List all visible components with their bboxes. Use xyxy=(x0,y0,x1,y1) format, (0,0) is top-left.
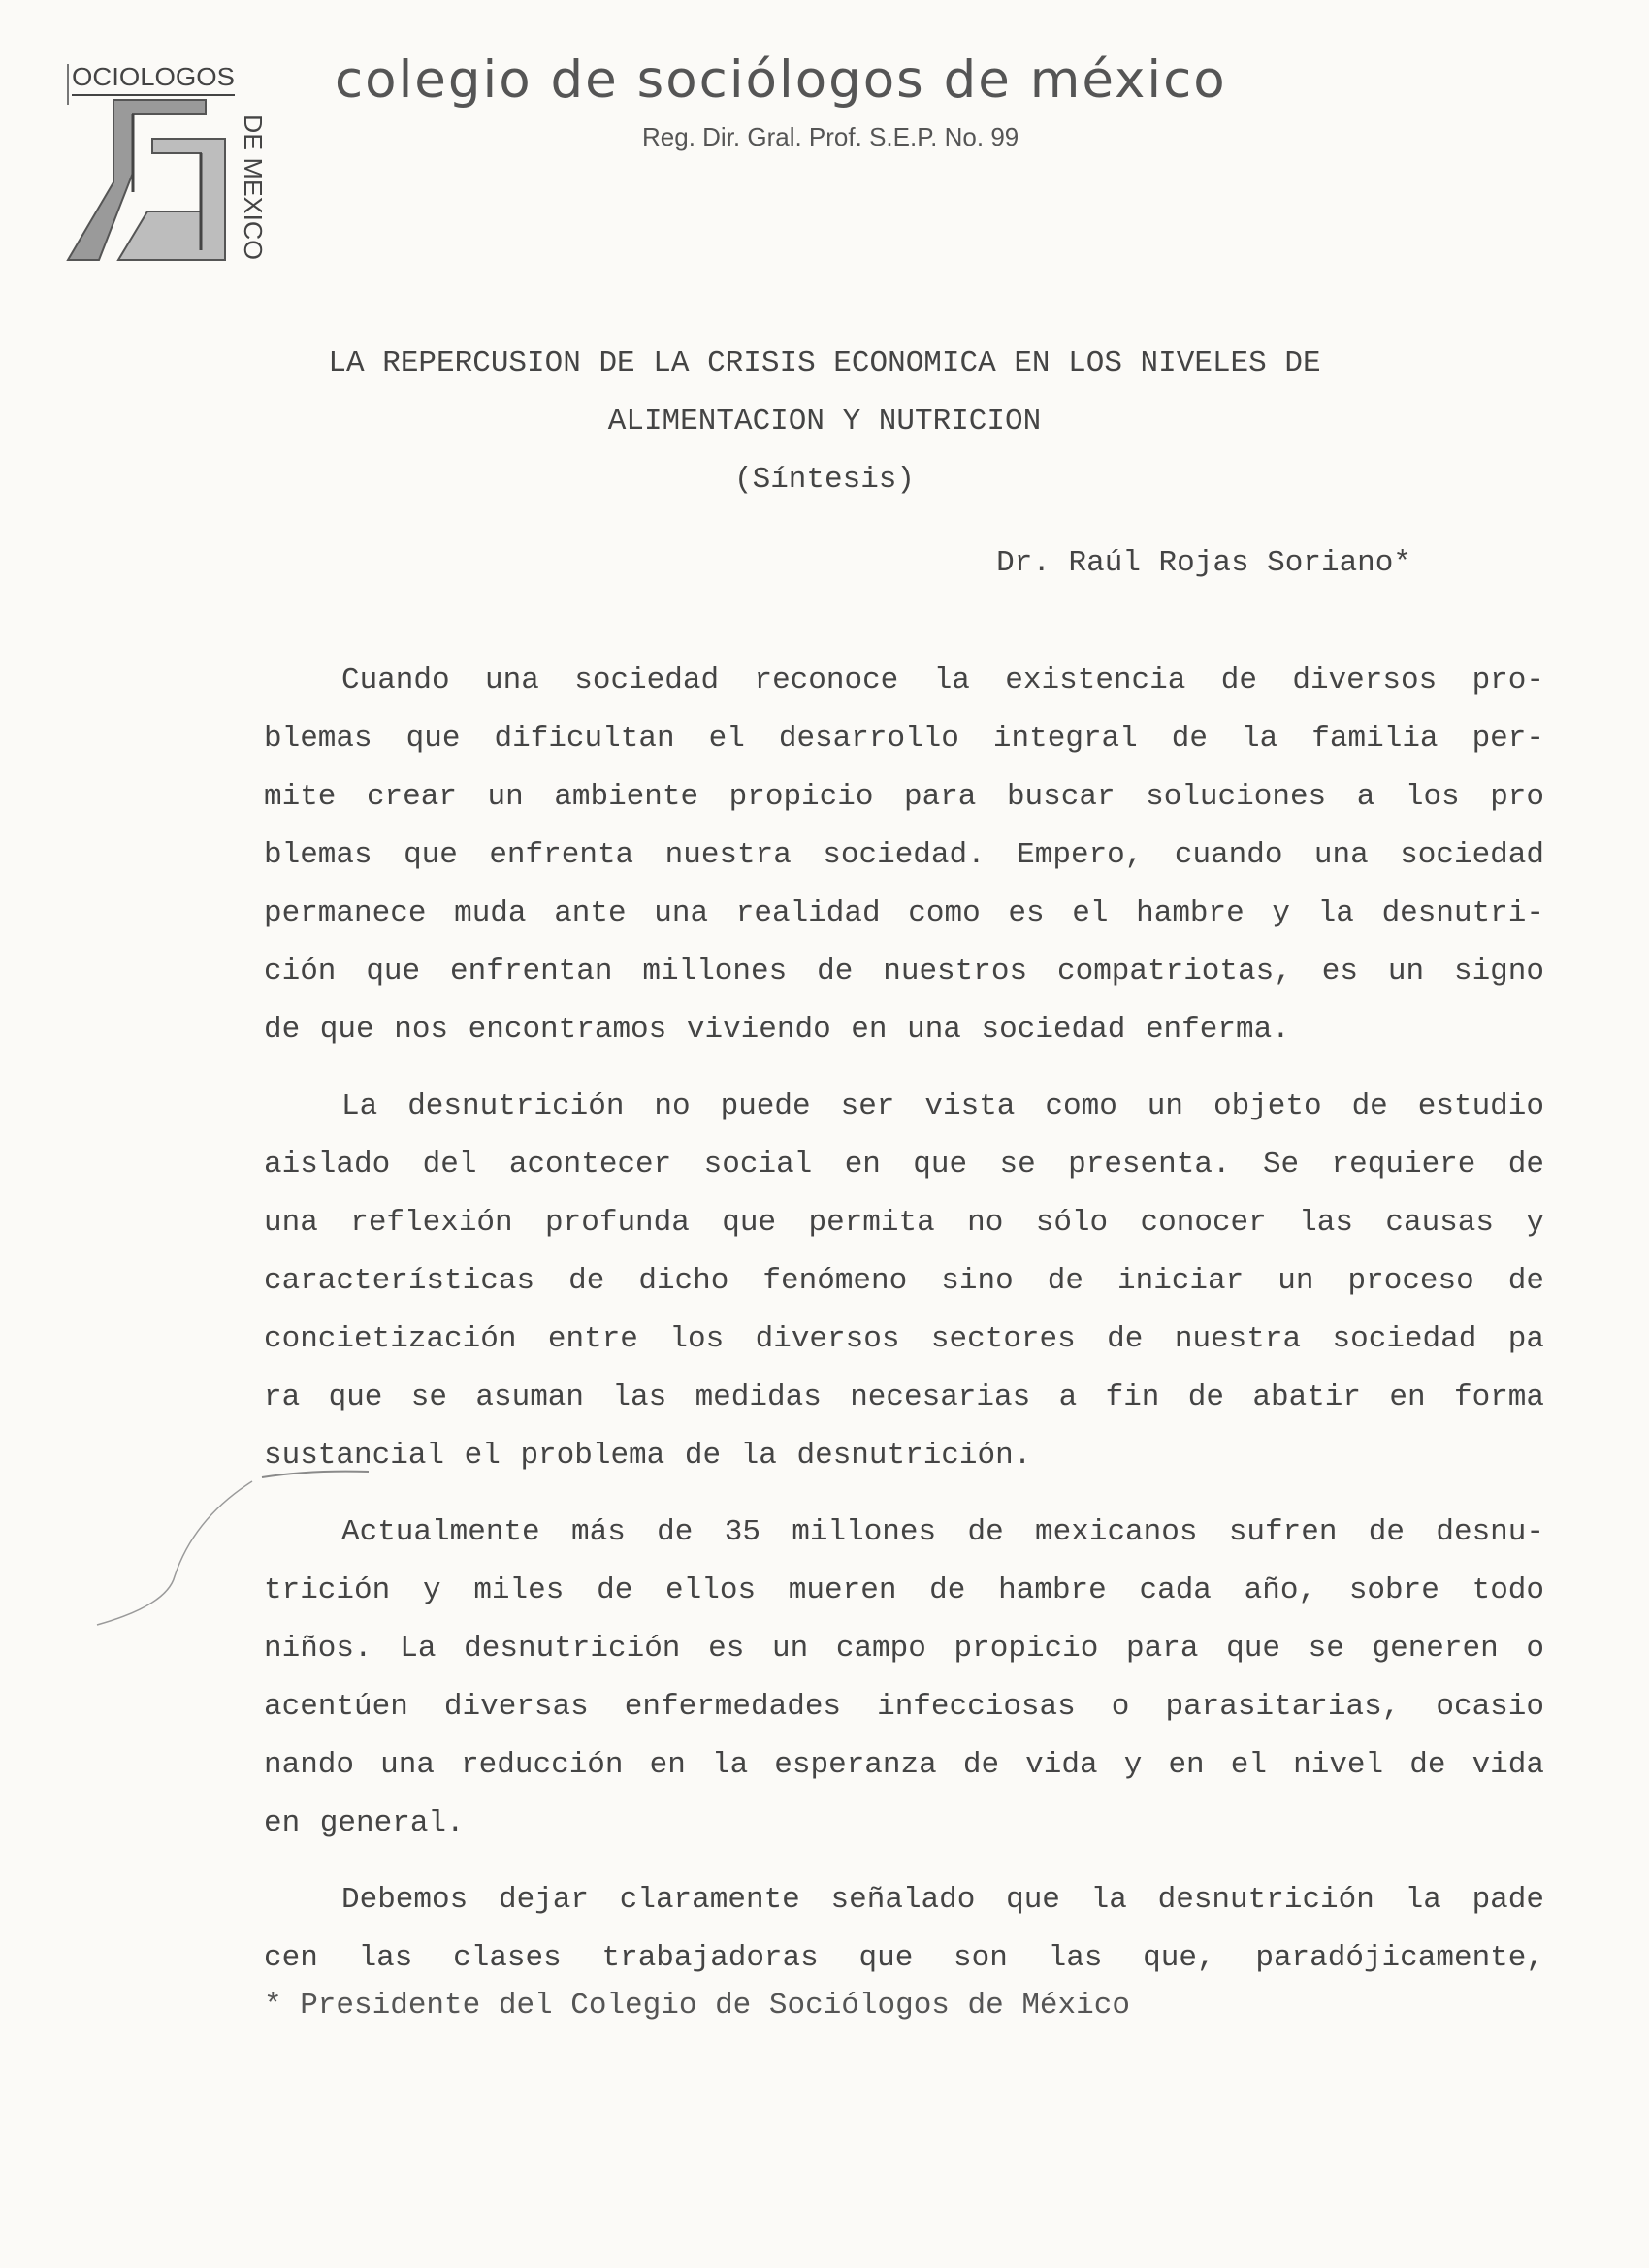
paragraph xyxy=(264,1504,1544,1853)
organization-name: colegio de sociólogos de méxico xyxy=(335,50,1227,110)
text-line: niños. La desnutrición es un campo propicio para que se generen o xyxy=(264,1632,1544,1666)
text-line: sustancial el problema de la desnutrición. xyxy=(264,1439,1032,1473)
text-line: aislado del acontecer social en que se presenta. Se requiere de xyxy=(264,1148,1544,1182)
text-line: concietización entre los diversos sectores de nuestra sociedad pa xyxy=(264,1322,1544,1356)
text-line: características de dicho fenómeno sino de iniciar un proceso de xyxy=(264,1264,1544,1298)
paragraph xyxy=(264,1078,1544,1485)
text-line: de que nos encontramos viviendo en una sociedad enferma. xyxy=(264,1013,1290,1047)
title-line: LA REPERCUSION DE LA CRISIS ECONOMICA EN LOS NIVELES DE xyxy=(328,346,1321,380)
text-line: en general. xyxy=(264,1806,465,1840)
text-line: ra que se asuman las medidas necesarias a fin de abatir en forma xyxy=(264,1380,1544,1414)
text-line: una reflexión profunda que permita no sólo conocer las causas y xyxy=(264,1206,1544,1240)
text-line: permanece muda ante una realidad como es el hambre y la desnutri- xyxy=(264,896,1544,930)
title-subtitle: (Síntesis) xyxy=(733,463,916,497)
text-line: La desnutrición no puede ser vista como un objeto de estudio xyxy=(341,1089,1544,1123)
text-line: Debemos dejar claramente señalado que la desnutrición la pade xyxy=(341,1883,1544,1917)
logo-text-top: OCIOLOGOS xyxy=(72,62,235,91)
text-line: Actualmente más de 35 millones de mexicanos sufren de desnu- xyxy=(341,1515,1544,1549)
text-line: blemas que dificultan el desarrollo integral de la familia per- xyxy=(264,722,1544,756)
document-body xyxy=(264,652,1544,2006)
text-line: mite crear un ambiente propicio para buscar soluciones a los pro xyxy=(264,780,1544,814)
text-line: acentúen diversas enfermedades infecciosas o parasitarias, ocasio xyxy=(264,1690,1544,1724)
logo-text-side: DE MEXICO xyxy=(239,114,268,256)
text-line: nando una reducción en la esperanza de vida y en el nivel de vida xyxy=(264,1748,1544,1782)
text-line: Cuando una sociedad reconoce la existencia de diversos pro- xyxy=(341,664,1544,697)
title-line: ALIMENTACION Y NUTRICION xyxy=(607,405,1042,438)
text-line: cen las clases trabajadoras que son las que, paradójicamente, xyxy=(264,1941,1544,1975)
pen-mark xyxy=(78,1460,388,1654)
text-line: blemas que enfrenta nuestra sociedad. Empero, cuando una sociedad xyxy=(264,838,1544,872)
footnote: * Presidente del Colegio de Sociólogos de México xyxy=(264,1989,1130,2023)
organization-logo xyxy=(60,56,274,265)
registration-number: Reg. Dir. Gral. Prof. S.E.P. No. 99 xyxy=(642,122,1019,151)
text-line: trición y miles de ellos mueren de hambre cada año, sobre todo xyxy=(264,1573,1544,1607)
document-title xyxy=(242,335,1406,509)
text-line: ción que enfrentan millones de nuestros compatriotas, es un signo xyxy=(264,955,1544,988)
paragraph xyxy=(264,652,1544,1059)
paragraph xyxy=(264,1871,1544,1988)
author-name: Dr. Raúl Rojas Soriano* xyxy=(996,546,1411,580)
